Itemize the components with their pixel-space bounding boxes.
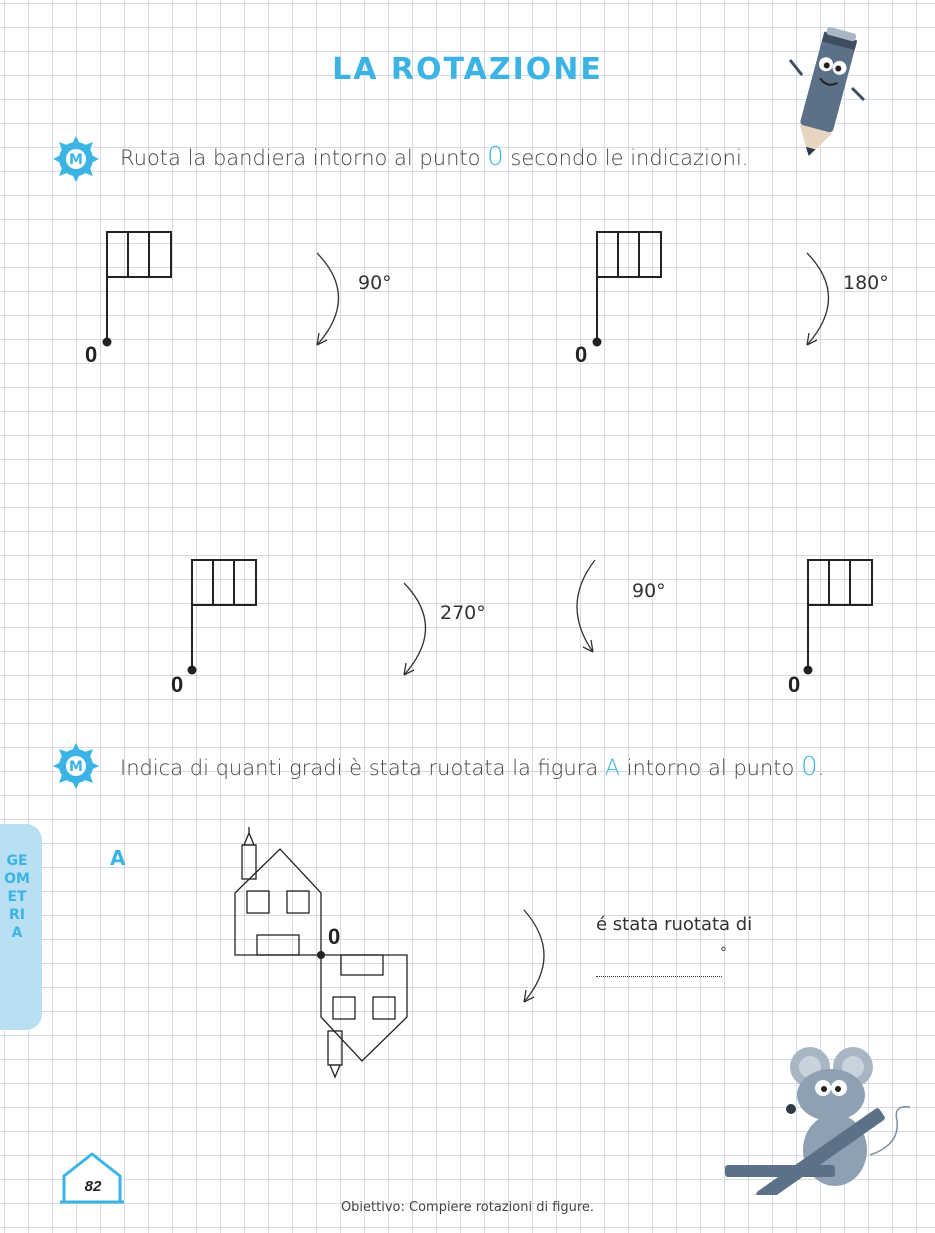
rotation-point-label: 0	[788, 672, 801, 697]
exercise-badge-icon	[52, 742, 100, 790]
answer-blank[interactable]	[596, 976, 722, 977]
clockwise-arrow-icon	[795, 245, 840, 355]
pencil-mascot-illustration	[780, 20, 870, 170]
rotation-point-label: 0	[85, 342, 98, 367]
clockwise-arrow-icon	[392, 575, 437, 685]
clockwise-arrow-icon	[512, 905, 557, 1010]
footer-objective: Obiettivo: Compiere rotazioni di figure.	[340, 1200, 595, 1215]
instruction-1: Ruota la bandiera intorno al punto 0 secondo le indicazioni.	[120, 142, 749, 172]
section-tab-label: GEOMETRIA	[4, 853, 30, 941]
page-title: LA ROTAZIONE	[332, 52, 603, 87]
rotation-point-label: 0	[328, 924, 341, 949]
answer-prompt: é stata ruotata di	[596, 914, 753, 935]
rotation-angle: 180°	[843, 272, 889, 294]
rotated-house-figure	[225, 825, 425, 1085]
rotation-angle: 90°	[358, 272, 392, 294]
counterclockwise-arrow-icon	[565, 555, 610, 660]
rotation-point-label: 0	[171, 672, 184, 697]
exercise-badge-letter: M	[69, 759, 83, 775]
exercise-badge-letter: M	[69, 152, 83, 168]
rotation-angle: 270°	[440, 602, 486, 624]
figure-label: A	[110, 846, 126, 870]
exercise-badge-icon	[52, 135, 100, 183]
rotation-point-label: 0	[575, 342, 588, 367]
mouse-mascot-illustration	[725, 1045, 915, 1195]
instruction-2: Indica di quanti gradi è stata ruotata la figura A intorno al punto 0.	[120, 752, 825, 782]
rotation-angle: 90°	[632, 580, 666, 602]
clockwise-arrow-icon	[305, 245, 350, 355]
degree-symbol: °	[720, 945, 727, 961]
page-number: 82	[84, 1178, 102, 1195]
